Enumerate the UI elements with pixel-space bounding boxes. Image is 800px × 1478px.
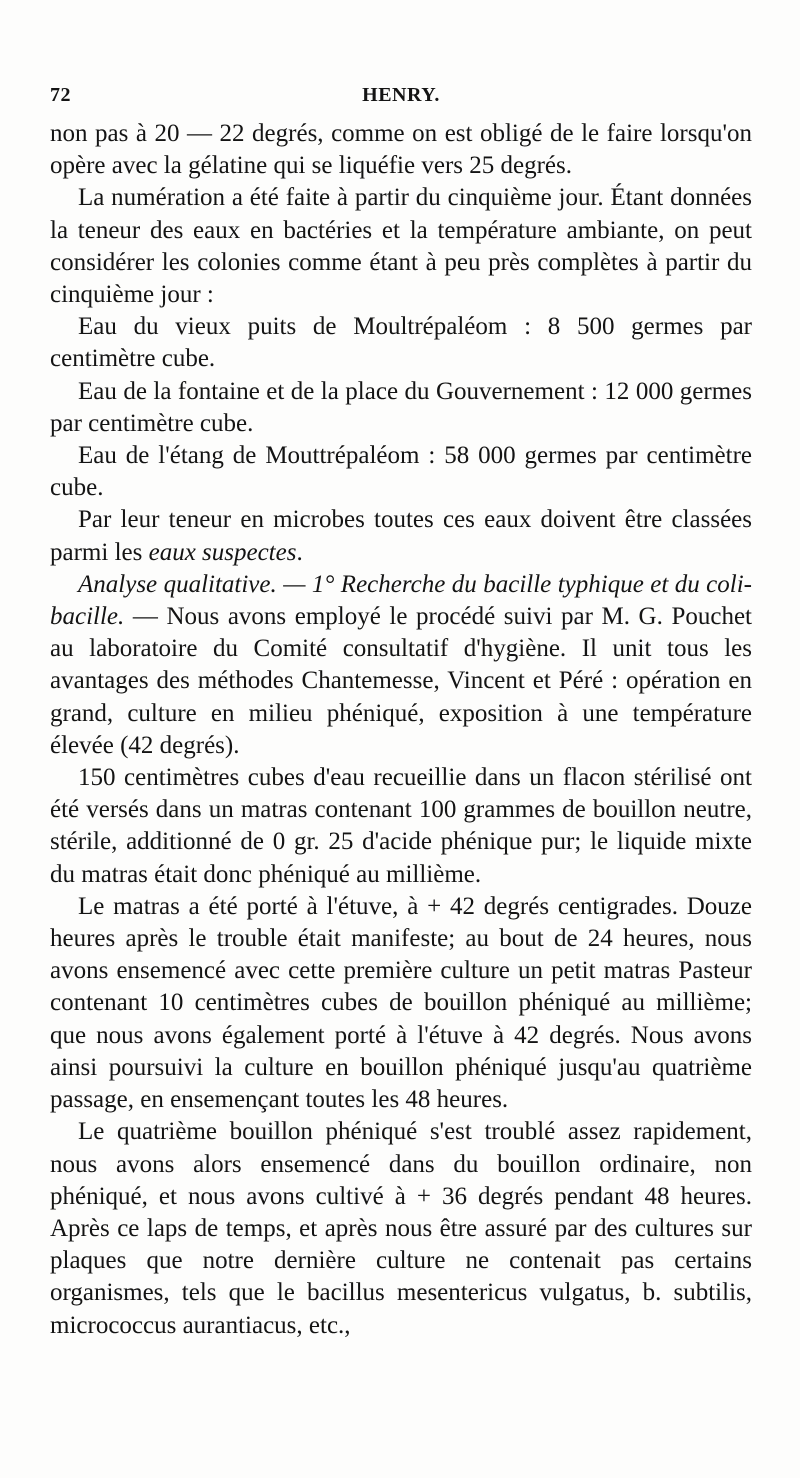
paragraph-vieux-puits: Eau du vieux puits de Moultrépaléom : 8 500 germes par centimètre cube. [50, 313, 752, 373]
body-text [50, 118, 752, 1342]
page-number: 72 [50, 84, 71, 106]
paragraph-continuation: non pas à 20 — 22 degrés, comme on est obligé de le faire lorsqu'on opère avec la gélatine qui se liquéfie vers 25 degrés. [50, 120, 752, 180]
paragraph-matras: Le matras a été porté à l'étuve, à + 42 degrés centigrades. Douze heures après le trouble était manifeste; au bout de 24 heures, nous avons ensemencé avec cette première culture un petit matras Pasteur contenant 10 centimètres cubes de bouillon phéniqué au millième; que nous avons également porté à l'étuve à 42 degrés. Nous avons ainsi poursuivi la culture en bouillon phéniqué jusqu'au quatrième passage, en ensemençant toutes les 48 heures. [50, 892, 752, 1114]
classification-text: Par leur teneur en microbes toutes ces eaux doivent être classées parmi les [50, 506, 752, 566]
classification-end: . [296, 538, 303, 566]
paragraph-quatrieme-bouillon: Le quatrième bouillon phéniqué s'est troublé assez rapidement, nous avons alors ensemencé dans du bouillon ordinaire, non phéniqué, et nous avons cultivé à + 36 degrés pendant 48 heures. Après ce laps de temps, et après nous être assuré par des cultures sur plaques que notre dernière culture ne contenait pas certains organismes, tels que le bacillus mesentericus vulgatus, b. subtilis, micrococcus aurantiacus, etc., [50, 1118, 752, 1339]
section-heading-italic: Analyse qualitative. — 1° Recherche du bacille typhique et du coli-bacille. [50, 570, 752, 631]
paragraph-classification [50, 504, 752, 568]
page-header [50, 84, 752, 108]
paragraph-flacon: 150 centimètres cubes d'eau recueillie dans un flacon stérilisé ont été versés dans un matras contenant 100 grammes de bouillon neutre, stérile, additionné de 0 gr. 25 d'acide phénique pur; le liquide mixte du matras était donc phéniqué au millième. [50, 764, 752, 888]
paragraph-analyse-qualitative [50, 569, 752, 762]
running-head: HENRY. [362, 84, 440, 106]
analyse-text: — Nous avons employé le procédé suivi par M. G. Pouchet au laboratoire du Comité consultatif d'hygiène. Il unit tous les avantages des méthodes Chantemesse, Vincent et Péré : opération en grand, culture en milieu phéniqué, exposition à une température élevée (42 degrés). [50, 603, 752, 759]
paragraph-numeration: La numération a été faite à partir du cinquième jour. Étant données la teneur des eaux en bactéries et la température ambiante, on peut considérer les colonies comme étant à peu près complètes à partir du cinquième jour : [50, 184, 752, 309]
paragraph-fontaine: Eau de la fontaine et de la place du Gouvernement : 12 000 germes par centimètre cube. [50, 377, 752, 437]
classification-emphasis: eaux suspectes [148, 538, 297, 566]
paragraph-etang: Eau de l'étang de Mouttrépaléom : 58 000 germes par centimètre cube. [50, 442, 752, 502]
